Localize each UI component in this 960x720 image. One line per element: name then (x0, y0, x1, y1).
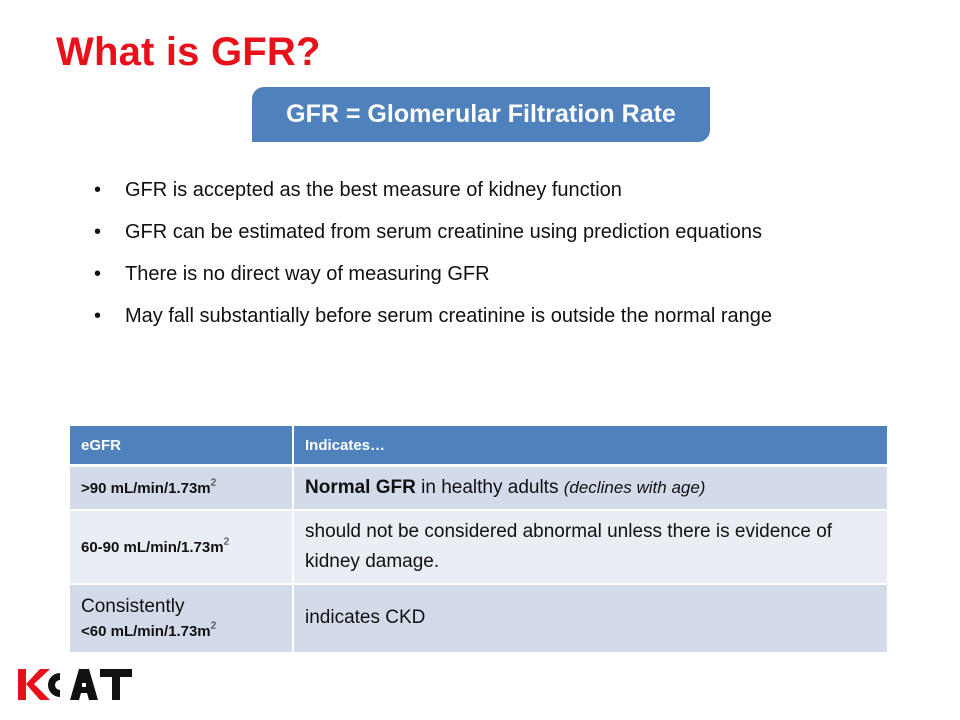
bullet-text: GFR is accepted as the best measure of kidney function (125, 179, 622, 201)
indicates-text: in healthy adults (415, 476, 564, 498)
bullet-text: GFR can be estimated from serum creatinine using prediction equations (125, 221, 762, 243)
egfr-cell (70, 466, 293, 510)
bullet-list (94, 176, 814, 344)
egfr-qualifier: Consistently (81, 596, 185, 617)
egfr-cell (70, 584, 293, 652)
indicates-text: should not be considered abnormal unless there is evidence of kidney damage. (305, 520, 833, 572)
kcat-logo-mark (18, 667, 134, 703)
egfr-value: <60 mL/min/1.73m (81, 623, 211, 640)
egfr-cell (70, 510, 293, 584)
bullet-item (94, 260, 814, 289)
egfr-value: 60-90 mL/min/1.73m (81, 538, 224, 556)
indicates-cell (293, 466, 887, 510)
kcat-logo (18, 667, 134, 703)
egfr-superscript: 2 (210, 620, 217, 632)
table-header-row (70, 426, 887, 466)
indicates-note: (declines with age) (563, 477, 706, 497)
definition-banner: GFR = Glomerular Filtration Rate (252, 87, 710, 142)
bullet-icon: • (94, 221, 102, 243)
header-indicates: Indicates… (293, 426, 887, 466)
bullet-item (94, 176, 814, 205)
bullet-text: There is no direct way of measuring GFR (125, 263, 490, 285)
table-row (70, 584, 887, 652)
bullet-item (94, 302, 814, 331)
bullet-text: May fall substantially before serum creatinine is outside the normal range (125, 305, 772, 327)
header-egfr: eGFR (70, 426, 293, 466)
bullet-item (94, 218, 814, 247)
slide-title: What is GFR? (56, 30, 321, 74)
egfr-superscript: 2 (210, 477, 217, 489)
egfr-table (70, 426, 887, 652)
indicates-bold: Normal GFR (305, 476, 416, 498)
table-row (70, 466, 887, 510)
bullet-icon: • (94, 179, 102, 201)
indicates-cell (293, 510, 887, 584)
table-row (70, 510, 887, 584)
indicates-cell (293, 584, 887, 652)
indicates-text: indicates CKD (305, 607, 426, 628)
bullet-icon: • (94, 263, 102, 285)
egfr-superscript: 2 (223, 536, 230, 548)
bullet-icon: • (94, 305, 102, 327)
egfr-value: >90 mL/min/1.73m (81, 479, 211, 497)
